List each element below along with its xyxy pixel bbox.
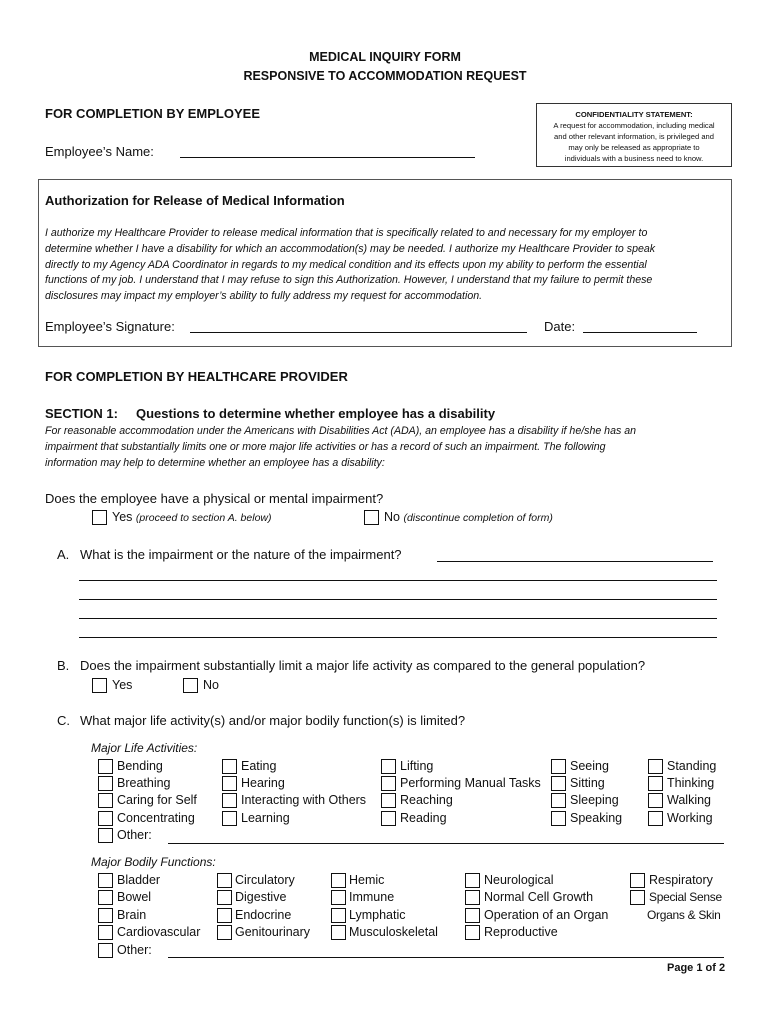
function-checkbox[interactable] — [98, 908, 113, 923]
authorization-heading: Authorization for Release of Medical Information — [45, 193, 345, 208]
employee-section-heading: FOR COMPLETION BY EMPLOYEE — [45, 106, 261, 121]
function-checkbox[interactable] — [331, 925, 346, 940]
activity-label: Thinking — [667, 776, 715, 790]
activity-label: Eating — [241, 759, 277, 773]
question-c-letter: C. — [57, 713, 70, 728]
confidentiality-title: CONFIDENTIALITY STATEMENT: — [575, 110, 693, 119]
activity-checkbox[interactable] — [648, 793, 663, 808]
limit-yes-checkbox[interactable] — [92, 678, 107, 693]
page-number: Page 1 of 2 — [667, 962, 726, 974]
confidentiality-line: A request for accommodation, including medical — [553, 121, 715, 130]
activity-label: Walking — [667, 793, 711, 807]
function-checkbox[interactable] — [331, 908, 346, 923]
section1-intro — [45, 424, 735, 471]
function-label: Neurological — [484, 873, 554, 887]
function-checkbox[interactable] — [217, 908, 232, 923]
function-label: Immune — [349, 890, 395, 904]
yes-text: Yes — [112, 510, 133, 524]
function-other-checkbox[interactable] — [98, 943, 113, 958]
answer-a-line[interactable] — [79, 599, 717, 600]
limit-yes-label: Yes — [112, 678, 133, 692]
answer-a-line[interactable] — [79, 637, 717, 638]
activity-label: Reading — [400, 811, 447, 825]
activity-checkbox[interactable] — [222, 793, 237, 808]
activity-checkbox[interactable] — [98, 793, 113, 808]
confidentiality-line: may only be released as appropriate to — [568, 143, 700, 152]
activity-label: Lifting — [400, 759, 434, 773]
function-label: Cardiovascular — [117, 925, 201, 939]
answer-a-line[interactable] — [79, 618, 717, 619]
question-b-letter: B. — [57, 658, 70, 673]
function-label: Reproductive — [484, 925, 558, 939]
function-checkbox[interactable] — [217, 873, 232, 888]
activity-label: Speaking — [570, 811, 623, 825]
activity-checkbox[interactable] — [648, 759, 663, 774]
function-checkbox[interactable] — [465, 890, 480, 905]
function-checkbox[interactable] — [98, 890, 113, 905]
activity-checkbox[interactable] — [381, 811, 396, 826]
function-label: Hemic — [349, 873, 385, 887]
function-label: Normal Cell Growth — [484, 890, 594, 904]
activity-checkbox[interactable] — [551, 776, 566, 791]
activity-other-label: Other: — [117, 828, 152, 842]
function-label: Musculoskeletal — [349, 925, 438, 939]
function-label: Genitourinary — [235, 925, 311, 939]
function-label: Circulatory — [235, 873, 295, 887]
function-checkbox[interactable] — [217, 890, 232, 905]
authorization-line: determine whether I have a disability for which an accommodation(s) may be needed. I authorize my Healthcare Provider to speak — [45, 242, 656, 255]
authorization-line: I authorize my Healthcare Provider to release medical information that is specifically related to and necessary for my employer to — [45, 227, 648, 239]
function-other-field[interactable] — [168, 957, 724, 958]
function-other-label: Other: — [117, 943, 152, 957]
function-label: Endocrine — [235, 908, 292, 922]
form-title: MEDICAL INQUIRY FORM — [309, 50, 461, 64]
intro-line: For reasonable accommodation under the Americans with Disabilities Act (ADA), an employee has a disability if he/she has an — [45, 425, 636, 437]
date-label: Date: — [544, 319, 576, 334]
impairment-no-checkbox[interactable] — [364, 510, 379, 525]
activity-label: Hearing — [241, 776, 285, 790]
activity-label: Seeing — [570, 759, 609, 773]
activity-checkbox[interactable] — [648, 811, 663, 826]
function-checkbox[interactable] — [630, 873, 645, 888]
function-checkbox[interactable] — [217, 925, 232, 940]
intro-line: information may help to determine whether an employee has a disability: — [45, 456, 385, 469]
function-label: Operation of an Organ — [484, 908, 609, 922]
impairment-yes-checkbox[interactable] — [92, 510, 107, 525]
function-label: Digestive — [235, 890, 287, 904]
confidentiality-line: individuals with a business need to know. — [564, 154, 704, 163]
intro-line: impairment that substantially limits one or more major life activities or has a record of such an impairment. The following — [45, 440, 606, 453]
activity-checkbox[interactable] — [98, 759, 113, 774]
activity-label: Bending — [117, 759, 163, 773]
function-checkbox[interactable] — [465, 925, 480, 940]
signature-label: Employee’s Signature: — [45, 319, 175, 334]
activity-label: Reaching — [400, 793, 453, 807]
yes-note: (proceed to section A. below) — [135, 512, 272, 524]
employee-name-field[interactable] — [180, 157, 475, 158]
function-checkbox[interactable] — [331, 890, 346, 905]
activity-label: Performing Manual Tasks — [400, 776, 541, 790]
activity-label: Working — [667, 811, 713, 825]
activity-checkbox[interactable] — [222, 776, 237, 791]
confidentiality-statement — [536, 103, 732, 167]
activity-label: Standing — [667, 759, 717, 773]
activities-heading: Major Life Activities: — [91, 741, 198, 755]
limit-no-label: No — [203, 678, 219, 692]
authorization-line: disclosures may impact my employer’s ability to fully address my request for accommodation. — [45, 290, 483, 303]
activity-label: Interacting with Others — [241, 793, 367, 807]
answer-a-line[interactable] — [437, 561, 713, 562]
function-checkbox[interactable] — [465, 908, 480, 923]
provider-section-heading: FOR COMPLETION BY HEALTHCARE PROVIDER — [45, 369, 348, 384]
question-a-letter: A. — [57, 547, 70, 562]
activity-checkbox[interactable] — [98, 811, 113, 826]
activity-checkbox[interactable] — [381, 776, 396, 791]
employee-name-label: Employee’s Name: — [45, 144, 154, 159]
functions-heading: Major Bodily Functions: — [91, 855, 216, 869]
authorization-line: functions of my job. I understand that I may refuse to sign this Authorization. However, I understand that my failure to permit these — [45, 274, 653, 287]
impairment-question: Does the employee have a physical or mental impairment? — [45, 491, 384, 506]
function-label: Organs & Skin — [647, 908, 721, 922]
limit-no-checkbox[interactable] — [183, 678, 198, 693]
answer-a-line[interactable] — [79, 580, 717, 581]
function-label: Special Sense — [649, 890, 722, 904]
activity-label: Breathing — [117, 776, 171, 790]
activity-label: Learning — [241, 811, 290, 825]
no-note: (discontinue completion of form) — [403, 512, 553, 524]
activity-checkbox[interactable] — [551, 811, 566, 826]
date-field[interactable] — [583, 332, 697, 333]
section1-title: Questions to determine whether employee has a disability — [136, 406, 496, 421]
impairment-no-label — [384, 510, 553, 524]
activity-checkbox[interactable] — [551, 759, 566, 774]
confidentiality-line: and other relevant information, is privileged and — [554, 132, 714, 141]
activity-checkbox[interactable] — [222, 759, 237, 774]
function-checkbox[interactable] — [98, 925, 113, 940]
activity-label: Sleeping — [570, 793, 619, 807]
activity-checkbox[interactable] — [98, 776, 113, 791]
function-label: Bowel — [117, 890, 152, 904]
function-label: Brain — [117, 908, 147, 922]
function-checkbox[interactable] — [331, 873, 346, 888]
signature-field[interactable] — [190, 332, 527, 333]
activity-checkbox[interactable] — [648, 776, 663, 791]
impairment-yes-label — [112, 510, 272, 524]
question-a-text: What is the impairment or the nature of the impairment? — [80, 547, 402, 562]
no-text: No — [384, 510, 400, 524]
function-checkbox[interactable] — [98, 873, 113, 888]
function-checkbox[interactable] — [630, 890, 645, 905]
function-label: Lymphatic — [349, 908, 406, 922]
activity-other-field[interactable] — [168, 843, 724, 844]
activity-label: Sitting — [570, 776, 605, 790]
activity-checkbox[interactable] — [222, 811, 237, 826]
authorization-line: directly to my Agency ADA Coordinator in regards to my medical condition and its effects upon my ability to perform the essential — [45, 258, 647, 271]
form-subtitle: RESPONSIVE TO ACCOMMODATION REQUEST — [243, 69, 527, 83]
function-label: Bladder — [117, 873, 161, 887]
authorization-text — [45, 226, 735, 305]
question-c-text: What major life activity(s) and/or major bodily function(s) is limited? — [80, 713, 466, 728]
function-label: Respiratory — [649, 873, 713, 887]
activity-other-checkbox[interactable] — [98, 828, 113, 843]
activity-label: Caring for Self — [117, 793, 197, 807]
function-checkbox[interactable] — [465, 873, 480, 888]
question-b-text: Does the impairment substantially limit a major life activity as compared to the general population? — [80, 658, 646, 673]
activity-checkbox[interactable] — [381, 759, 396, 774]
section1-number: SECTION 1: — [45, 406, 118, 421]
activity-label: Concentrating — [117, 811, 195, 825]
activity-checkbox[interactable] — [551, 793, 566, 808]
activity-checkbox[interactable] — [381, 793, 396, 808]
